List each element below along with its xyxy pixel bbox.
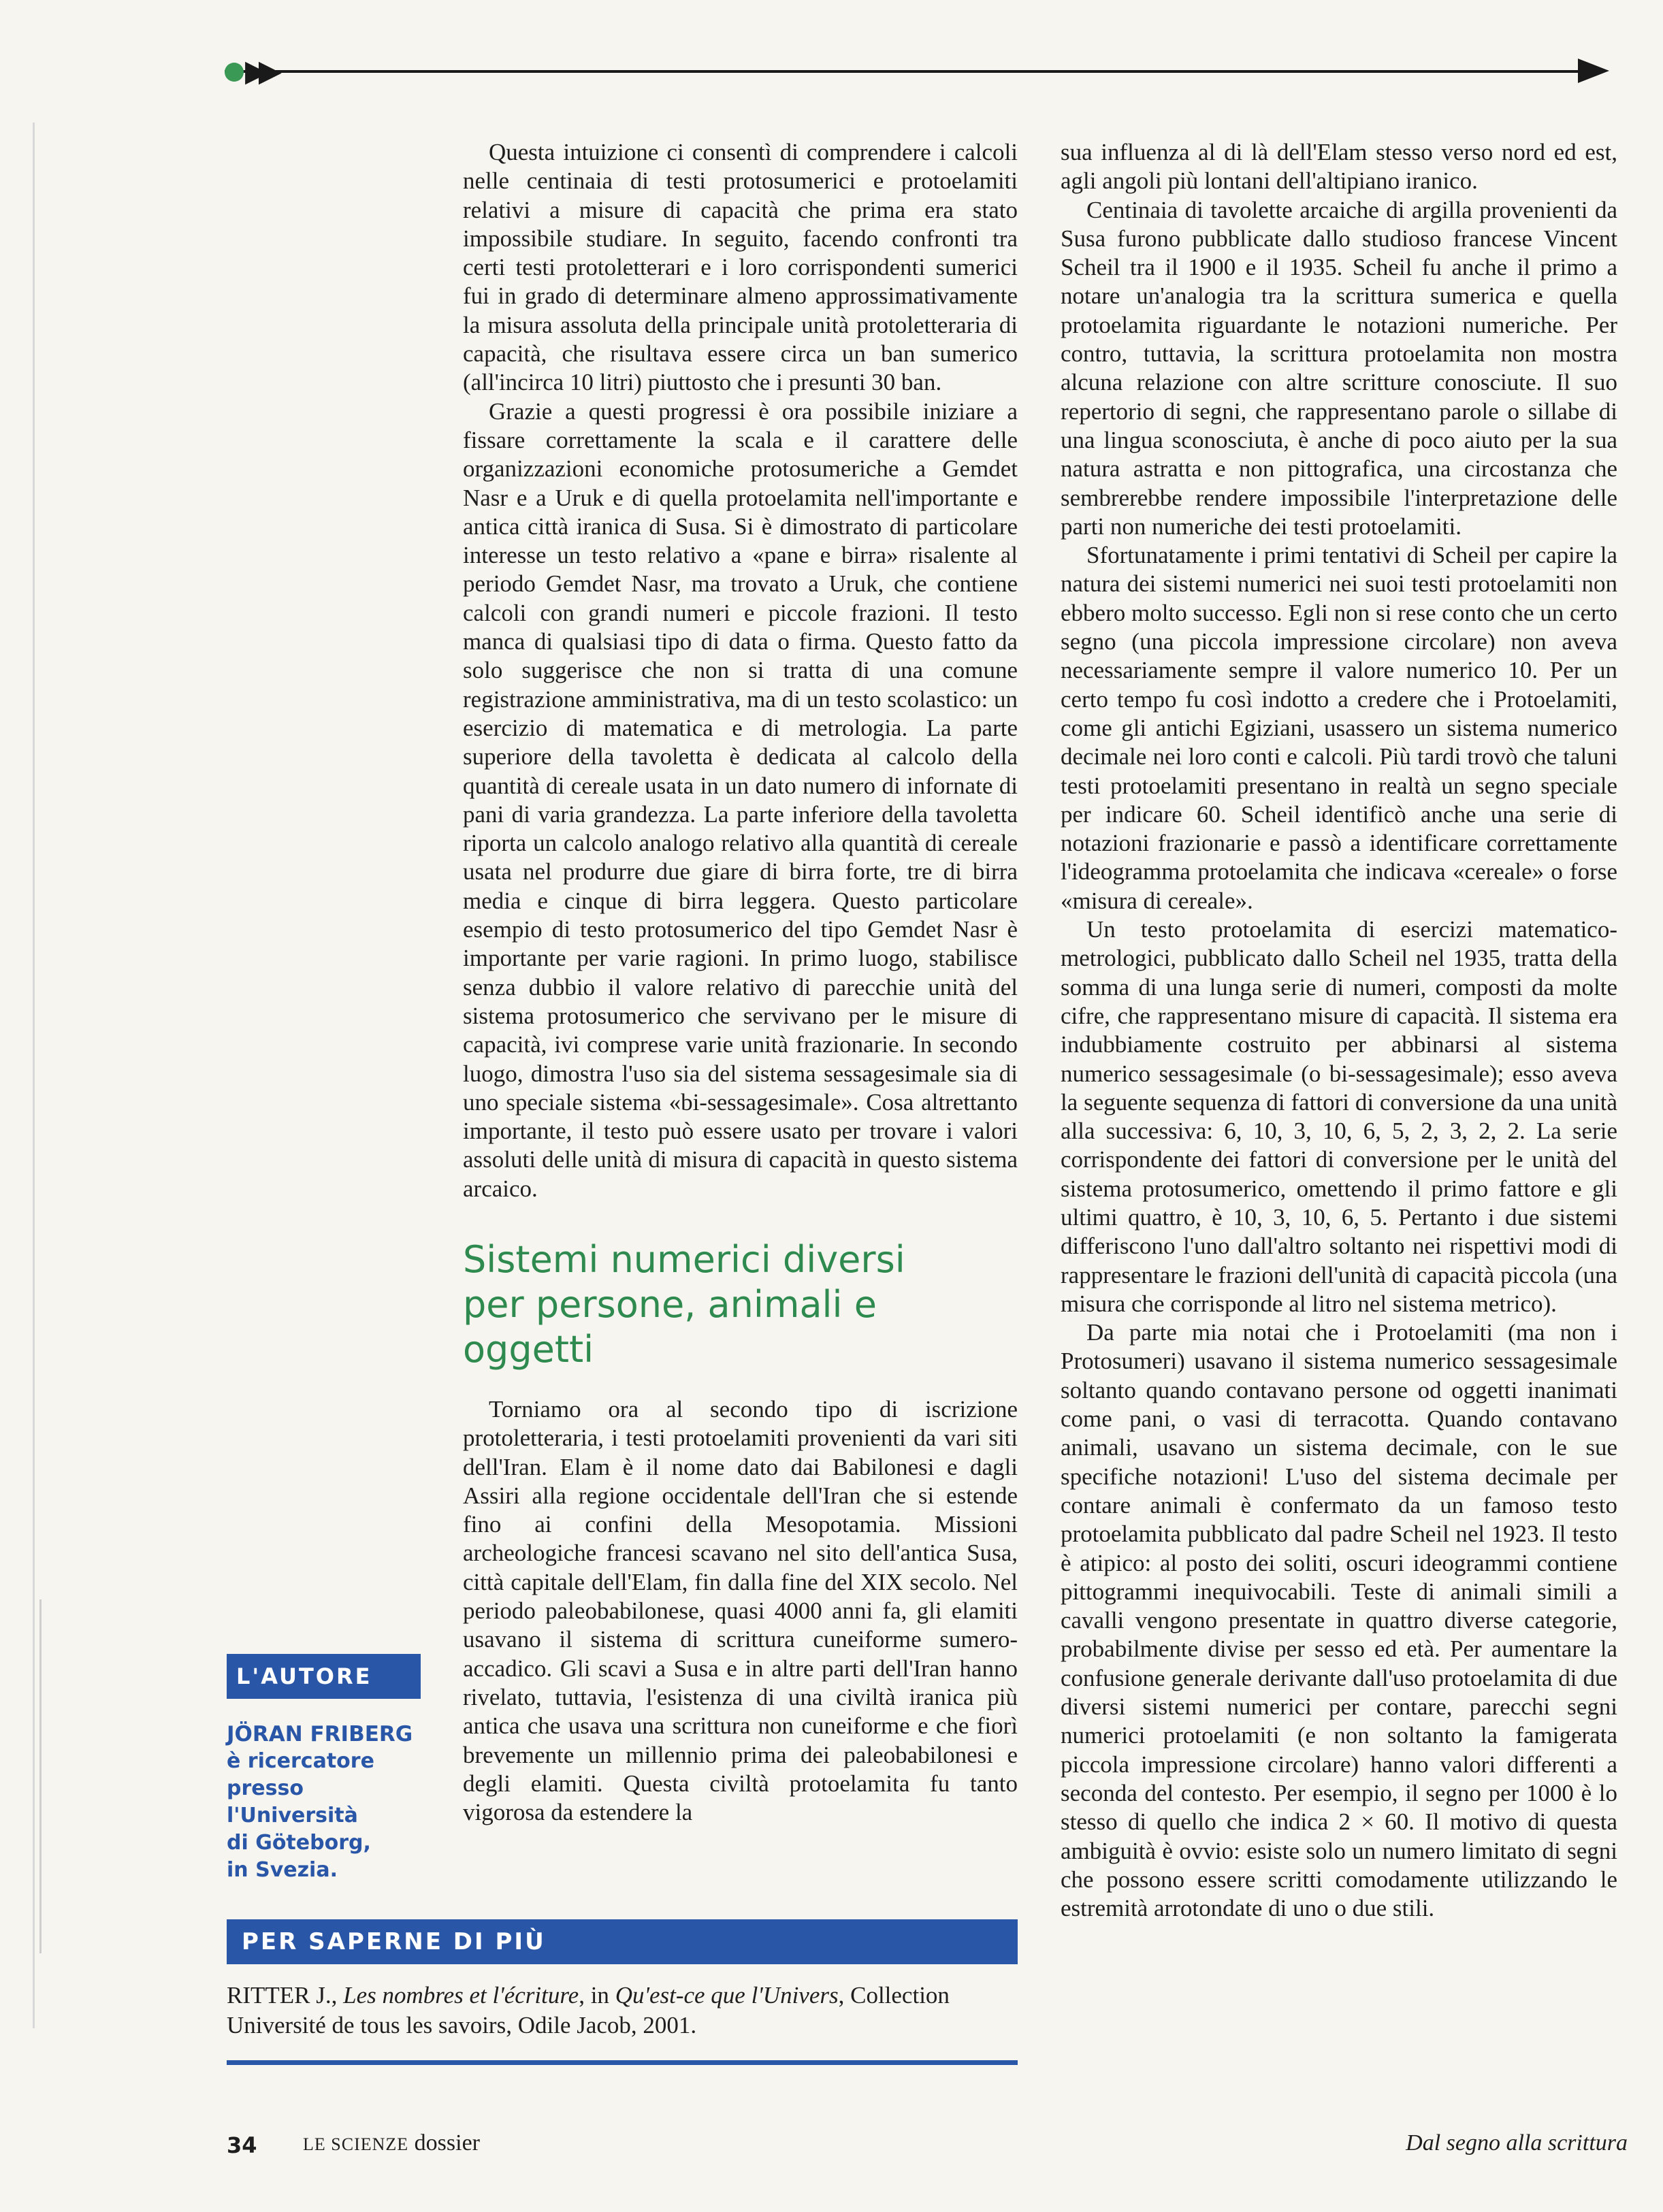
publication-name	[303, 2130, 480, 2156]
scan-margin-line	[39, 1599, 42, 1953]
paragraph: Grazie a questi progressi è ora possibile iniziare a fissare correttamente la scala e il carattere delle organizzazioni economiche protosumeriche a Gemdet Nasr e a Uruk e di quella protoelamita nell'importante e antica città iranica di Susa. Si è dimostrato di particolare interesse un testo relativo a «pane e birra» risalente al periodo Gemdet Nasr, ma trovato a Uruk, che contiene calcoli con grandi numeri e piccole frazioni. Il testo manca di qualsiasi tipo di data o firma. Questo fatto da solo suggerisce che non si tratta di una comune registrazione amministrativa, ma di un testo scolastico: un esercizio di matematica e di metrologia. La parte superiore della tavoletta è dedicata al calcolo della quantità di cereale usata in un dato numero di infornate di pani di varia grandezza. La parte inferiore della tavoletta riporta un calcolo analogo relativo alla quantità di cereale usata nel produrre due giare di birra forte, tre di birra media e cinque di birra leggera. Questo particolare esempio di testo protosumerico del tipo Gemdet Nasr è importante per varie ragioni. In primo luogo, stabilisce senza dubbio il valore relativo di parecchie unità del sistema protosumerico che servivano per le misure di capacità, ivi comprese varie unità frazionarie. In secondo luogo, dimostra l'uso sia del sistema sessagesimale sia di uno speciale sistema «bi-sessagesimale». Cosa altrettanto importante, il testo può essere usato per trovare i valori assoluti delle unità di misura di capacità in questo sistema arcaico.	[463, 397, 1018, 1202]
author-bio-line: l'Università	[227, 1804, 358, 1827]
author-bio-line: è ricercatore	[227, 1749, 374, 1773]
author-box-header: L'AUTORE	[227, 1654, 421, 1699]
paragraph: Sfortunatamente i primi tentativi di Scheil per capire la natura dei sistemi numerici nei suoi testi protoelamiti non ebbero molto successo. Egli non si rese conto che un certo segno (una piccola impressione circolare) non aveva necessariamente sempre il valore numerico 10. Per un certo tempo fu così indotto a credere che i Protoelamiti, come gli antichi Egiziani, usassero un sistema numerico decimale nei loro conti e calcoli. Più tardi trovò che taluni testi protoelamiti presentano in realtà un segno speciale per indicare 60. Scheil identificò anche una serie di notazioni frazionarie e passò a identificare correttamente l'ideogramma protoelamita che indicava «cereale» o forse «misura di cereale».	[1061, 542, 1617, 914]
scan-margin-line	[33, 123, 35, 2028]
biblio-book: Qu'est-ce que l'Univers	[615, 1982, 839, 2008]
biblio-author: RITTER	[227, 1982, 310, 2008]
author-name: JÖRAN FRIBERG	[227, 1722, 413, 1746]
article-column-right	[1061, 138, 1617, 1923]
paragraph: Da parte mia notai che i Protoelamiti (ma non i Protosumeri) usavano il sistema numerico sessagesimale soltanto quando contavano persone od oggetti inanimati come pani, o vasi di terracotta. Quando contavano animali, usavano un sistema decimale, con le sue specifiche notazioni! L'uso del sistema decimale per contare animali è confermato da un famoso testo protoelamita pubblicato dal padre Scheil nel 1923. Il testo è atipico: al posto dei soliti, oscuri ideogrammi contiene pittogrammi inequivocabili. Teste di animali simili a cavalli vengono presentate in quattro diverse categorie, probabilmente divise per sesso ed età. Per aumentare la confusione generale derivante dall'uso protoelamita di due diversi sistemi numerici per contare, parecchi segni numerici protoelamiti (e non soltanto la famigerata piccola impressione circolare) hanno valori differenti a seconda del contesto. Per esempio, il segno per 1000 è lo stesso di quello che indica 2 × 60. Il motivo di questa ambiguità è ovvio: esiste solo un numero limitato di segni che possono essere scritti comodamente utilizzando le estremità arrotondate di uno o due stili.	[1061, 1319, 1617, 1922]
publication-sc: LE SCIENZE	[303, 2134, 409, 2154]
biblio-in: , in	[579, 1982, 615, 2008]
rule-line	[225, 70, 1579, 73]
paragraph: Un testo protoelamita di esercizi matematico-metrologici, pubblicato dallo Scheil nel 1935, tratta della somma di una lunga serie di numeri, composti da molte cifre, che rappresentano misure di capacità. Il sistema era indubbiamente costruito per abbinarsi al sistema numerico sessagesimale (o bi-sessagesimale); esso aveva la seguente sequenza di fattori di conversione da una unità alla successiva: 6, 10, 3, 10, 6, 5, 2, 3, 2, 2. La serie corrispondente dei fattori di conversione per le unità del sistema protosumerico, omettendo il primo fattore e gli ultimi quattro, è 10, 3, 10, 6, 5. Pertanto i due sistemi differiscono l'uno dall'altro soltanto nei rispettivi modi di rappresentare le frazioni dell'unità di capacità piccola (una misura che corrisponde al litro nel sistema metrico).	[1061, 916, 1617, 1317]
section-title-line: Sistemi numerici diversi	[463, 1237, 905, 1281]
author-bio-line: di Göteborg,	[227, 1831, 371, 1855]
bibliography-entry	[227, 1981, 1018, 2040]
further-reading-header: PER SAPERNE DI PIÙ	[227, 1919, 1018, 1964]
author-bio-line: presso	[227, 1776, 304, 1800]
section-title-line: per persone, animali e oggetti	[463, 1282, 877, 1371]
article-column-left	[463, 138, 1018, 1827]
paragraph: Questa intuizione ci consentì di comprendere i calcoli nelle centinaia di testi protosumerici e protoelamiti relativi a misure di capacità che prima era stato impossibile studiare. In seguito, facendo confronti tra certi testi protoletterari e i loro corrispondenti sumerici fui in grado di determinare almeno approssimativamente la misura assoluta della principale unità protoletteraria di capacità, che risultava essere circa un ban sumerico (all'incirca 10 litri) piuttosto che i presunti 30 ban.	[463, 139, 1018, 396]
author-bio	[227, 1721, 421, 1884]
green-dot-icon	[225, 63, 244, 82]
author-box	[227, 1654, 421, 1884]
publication-rest: dossier	[408, 2130, 480, 2156]
biblio-rest: , Collection	[838, 1982, 950, 2008]
paragraph: Torniamo ora al secondo tipo di iscrizione protoletteraria, i testi protoelamiti provenienti da vari siti dell'Iran. Elam è il nome dato dai Babilonesi e dagli Assiri alla regione occidentale dell'Iran che si estende fino ai confini della Mesopotamia. Missioni archeologiche francesi scavano nel sito dell'antica Susa, città capitale dell'Elam, fin dalla fine del XIX secolo. Nel periodo paleobabilonese, quasi 4000 anni fa, gli elamiti usavano il sistema di scrittura cuneiforme sumero-accadico. Gli scavi a Susa e in altre parti dell'Iran hanno rivelato, tuttavia, l'esistenza di una civiltà iranica più antica che usava una scrittura non cuneiforme e che fiorì brevemente un millennio prima dei paleobabilonesi e degli elamiti. Questa civiltà protoelamita fu tanto vigorosa da estendere la	[463, 1395, 1018, 1826]
page-number: 34	[227, 2132, 257, 2158]
paragraph: sua influenza al di là dell'Elam stesso verso nord ed est, agli angoli più lontani dell'altipiano iranico.	[1061, 139, 1617, 195]
biblio-author-initial: J.,	[310, 1982, 344, 2008]
box-bottom-rule	[227, 2060, 1018, 2065]
double-chevron-icon: ▶▶	[245, 54, 272, 88]
arrowhead-icon	[1578, 59, 1609, 83]
running-section-title: Dal segno alla scrittura	[1406, 2130, 1628, 2156]
biblio-title: Les nombres et l'écriture	[343, 1982, 579, 2008]
section-title	[463, 1237, 1018, 1372]
biblio-rest: Université de tous les savoirs, Odile Jacob, 2001.	[227, 2012, 697, 2038]
author-bio-line: in Svezia.	[227, 1858, 338, 1882]
paragraph: Centinaia di tavolette arcaiche di argilla provenienti da Susa furono pubblicate dallo studioso francese Vincent Scheil tra il 1900 e il 1935. Scheil fu anche il primo a notare un'analogia tra la scrittura sumerica e quella protoelamita riguardante le notazioni numeriche. Per contro, tuttavia, la scrittura protoelamita non mostra alcuna relazione con altre scritture conosciute. Il suo repertorio di segni, che rappresentano parole o sillabe di una lingua sconosciuta, è anche di poco aiuto per la sua natura astratta e non pittografica, una circostanza che sembrerebbe rendere impossibile l'interpretazione delle parti non numeriche dei testi protoelamiti.	[1061, 196, 1617, 540]
